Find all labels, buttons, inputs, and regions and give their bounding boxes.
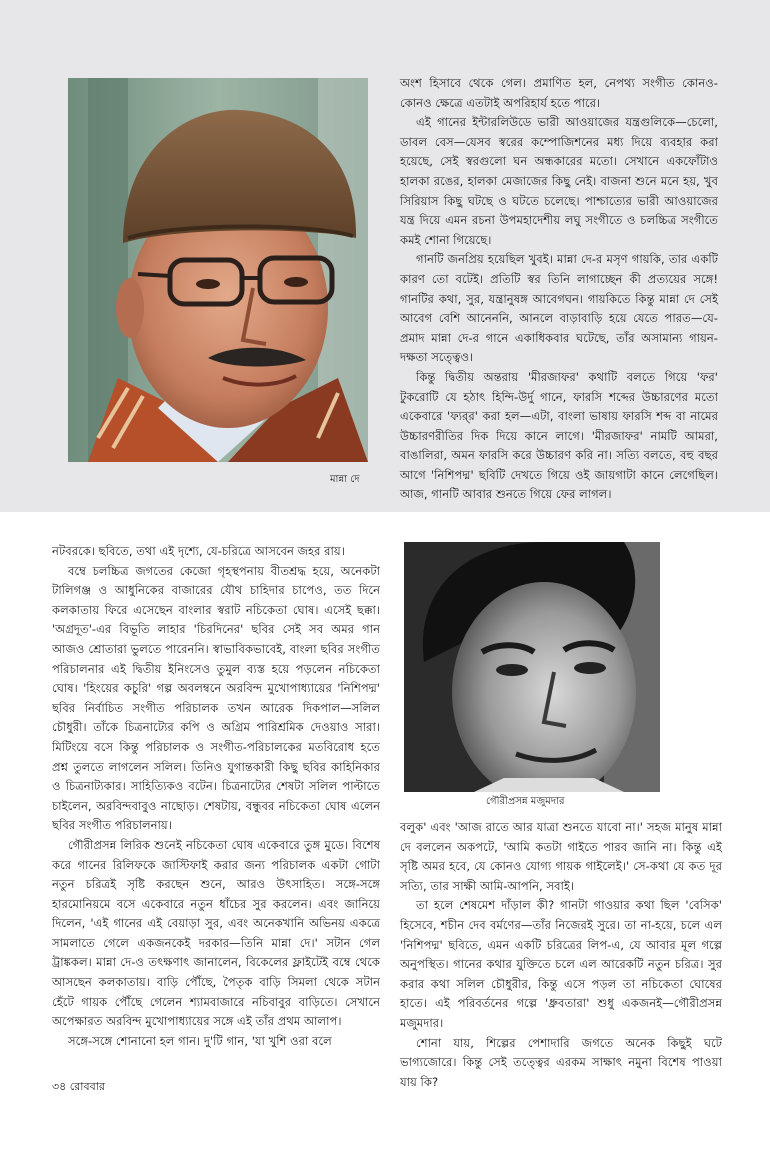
photo1-caption: মান্না দে — [330, 474, 360, 485]
paragraph: বলুক' এবং 'আজ রাতে আর যাত্রা শুনতে যাবো না।' সহজ মানুষ মান্না দে বললেন অকপটে, 'আমি কতটা গাইতে পারব জানি না। কিন্তু এই সৃষ্টি অমর হবে, যে কোনও যোগ্য গায়ক গাইলেই।' সে-কথা যে কত দূর সত্যি, তার সাক্ষী আমি-আপনি, সবাই। — [400, 820, 722, 893]
gauriprasanna-photo — [404, 542, 660, 792]
page-folio: ৩৪ রোববার — [52, 1080, 105, 1093]
paragraph: তা হলে শেষমেশ দাঁড়াল কী? গানটা গাওয়ার কথা ছিল 'বেসিক' হিসেবে, শচীন দেব বর্মণের—তাঁর নিজেরই সুরে। তা না-হয়ে, চলে এল 'নিশিপদ্ম' ছবিতে, এমন একটি চরিত্রের লিপ-এ, যে আবার মূল গল্পে অনুপস্থিত। গানের কথার যুক্তিতে চলে এল আরেকটি নতুন চরিত্র। সুর করার কথা সলিল চৌধুরীর, কিন্তু এসে পড়ল তা নচিকেতা ঘোষের হাতে। এই পরিবর্তনের গল্পে 'ধ্রুবতারা' শুধু একজনই—গৌরীপ্রসন্ন মজুমদার। — [400, 898, 722, 1030]
right-article-column — [400, 818, 722, 1092]
photo2-caption: গৌরীপ্রসন্ন মজুমদার — [486, 796, 565, 807]
paragraph: অংশ হিসাবে থেকে গেল। প্রমাণিত হল, নেপথ্য সংগীত কোনও-কোনও ক্ষেত্রে এতটাই অপরিহার্য হতে পারে। — [400, 76, 718, 110]
top-article-column — [400, 74, 718, 505]
left-article-column — [52, 542, 380, 1051]
manna-dey-photo — [68, 78, 368, 462]
paragraph: সঙ্গে-সঙ্গে শোনানো হল গান। দু'টি গান, 'যা খুশি ওরা বলে — [68, 1033, 332, 1048]
paragraph: শোনা যায়, শিল্পের পেশাদারি জগতে অনেক কিছুই ঘটে ভাগ্যজোরে। কিন্তু সেই তত্ত্বের এরকম সাক্ষাৎ নমুনা বিশেষ পাওয়া যায় কি? — [400, 1035, 722, 1089]
paragraph: নটবরকে। ছবিতে, তথা এই দৃশ্যে, যে-চরিত্রে আসবেন জহর রায়। — [52, 544, 345, 558]
paragraph: গৌরীপ্রসন্ন লিরিক শুনেই নচিকেতা ঘোষ একেবারে তুঙ্গ মুডে। বিশেষ করে গানের রিলিফকে জাস্টিফাই করার জন্য পরিচালক একটা গোটা নতুন চরিত্রই সৃষ্টি করছেন শুনে, আরও উৎসাহিত। সঙ্গে-সঙ্গে হারমোনিয়মে বসে একেবারে নতুন ধাঁচের সুর করলেন। এবং জানিয়ে দিলেন, 'এই গানের এই বেয়াড়া সুর, এবং অনেকখানি অভিনয় একত্রে সামলাতে গেলে একজনকেই দরকার—তিনি মান্না দে।' সটান গেল ট্রাঙ্ককল। মান্না দে-ও তৎক্ষণাৎ জানালেন, বিকেলের ফ্লাইটেই বম্বে থেকে আসছেন কলকাতায়। বাড়ি পৌঁছে, পৈতৃক বাড়ি সিমলা থেকে সটান হেঁটে গায়ক পৌঁছে গেলেন শ্যামবাজারে নচিবাবুর বাড়িতে। সেখানে অপেক্ষারত অরবিন্দ মুখোপাধ্যায়ের সঙ্গে এই তাঁর প্রথম আলাপ। — [52, 837, 380, 1029]
paragraph: গানটি জনপ্রিয় হয়েছিল খুবই। মান্না দে-র মসৃণ গায়কি, তার একটি কারণ তো বটেই। প্রতিটি স্বর তিনি লাগাচ্ছেন কী প্রত্যয়ের সঙ্গে! গানটির কথা, সুর, যন্ত্রানুষঙ্গ আবেগঘন। গায়কিতে কিন্তু মান্না দে সেই আবেগ বেশি আনেননি, আনলে বাড়াবাড়ি হয়ে যেতে পারত—যে-প্রমাদ মান্না দে-র গানে একাধিকবার ঘটেছে, তাঁর অসামান্য গায়ন-দক্ষতা সত্ত্বেও। — [400, 252, 718, 365]
paragraph: বম্বে চলচ্চিত্র জগতের কেজো গৃহস্থপনায় বীতশ্রদ্ধ হয়ে, অনেকটা টালিগঞ্জ ও আধুনিকের বাজারের যৌথ চাহিদার চাপেও, তত দিনে কলকাতায় ফিরে এসেছেন বাংলার স্বরাট নচিকেতা ঘোষ। এসেই ছক্কা। 'অগ্রদূত'-এর বিভূতি লাহার 'চিরদিনের' ছবির সেই সব অমর গান আজও শ্রোতারা ভুলতে পারেননি। স্বাভাবিকভাবেই, বাংলা ছবির সংগীত পরিচালনার এই দ্বিতীয় ইনিংসেও তুমুল ব্যস্ত হয়ে পড়লেন নচিকেতা ঘোষ। 'হিংয়ের কচুরি' গল্প অবলম্বনে অরবিন্দ মুখোপাধ্যায়ের 'নিশিপদ্ম' ছবির নির্বাচিত সংগীত পরিচালক তখন আরেক দিকপাল—সলিল চৌধুরী। তাঁকে চিত্রনাট্যের কপি ও অগ্রিম পারিশ্রমিক দেওয়াও সারা। মিটিংয়ে বসে কিন্তু পরিচালক ও সংগীত-পরিচালকের মতবিরোধ হতে প্রশ্ন তুলতে লাগলেন সলিল। তিনিও যুগান্তকারী কিছু ছবির কাহিনিকার ও চিত্রনাট্যকার। সাহিত্যিকও বটেন। চিত্রনাট্যের শেষটা সলিল পাল্টাতে চাইলেন, অরবিন্দবাবুও নাছোড়। শেষটায়, বন্ধুবর নচিকেতা ঘোষ এলেন ছবির সংগীত পরিচালনায়। — [52, 563, 380, 833]
paragraph: কিন্তু দ্বিতীয় অন্তরায় 'মীরজাফর' কথাটি বলতে গিয়ে 'ফর' টুকরোটি যে হঠাৎ হিন্দি-উর্দু গানে, ফারসি শব্দের উচ্চারণের মতো একেবারে 'ফ্যর্‌র' করা হল—এটা, বাংলা ভাষায় ফারসি শব্দ বা নামের উচ্চারণরীতির দিক দিয়ে কানে লাগে। 'মীরজাফর' নামটি আমরা, বাঙালিরা, অমন ফারসি করে উচ্চারণ করি না। সত্যি বলতে, বহু বছর আগে 'নিশিপদ্ম' ছবিটি দেখতে গিয়ে ওই জায়গাটা কানে লেগেছিল। আজ, গানটি আবার শুনতে গিয়ে ফের লাগল। — [400, 369, 718, 502]
paragraph: এই গানের ইন্টারলিউডে ভারী আওয়াজের যন্ত্রগুলিকে—চেলো, ডাবল বেস—যেসব স্বরের কম্পোজিশনের মধ্য দিয়ে ব্যবহার করা হয়েছে, সেই স্বরগুলো ঘন অন্ধকারের মতো। সেখানে একফোঁটাও হালকা রঙের, হালকা মেজাজের কিছু নেই। বাজনা শুনে মনে হয়, খুব সিরিয়াস কিছু ঘটছে ও ঘটতে চলেছে। পাশ্চাত্যের ভারী আওয়াজের যন্ত্র দিয়ে এমন রচনা উপমহাদেশীয় লঘু সংগীতে ও চলচ্চিত্র সংগীতে কমই শোনা গিয়েছে। — [400, 115, 718, 247]
